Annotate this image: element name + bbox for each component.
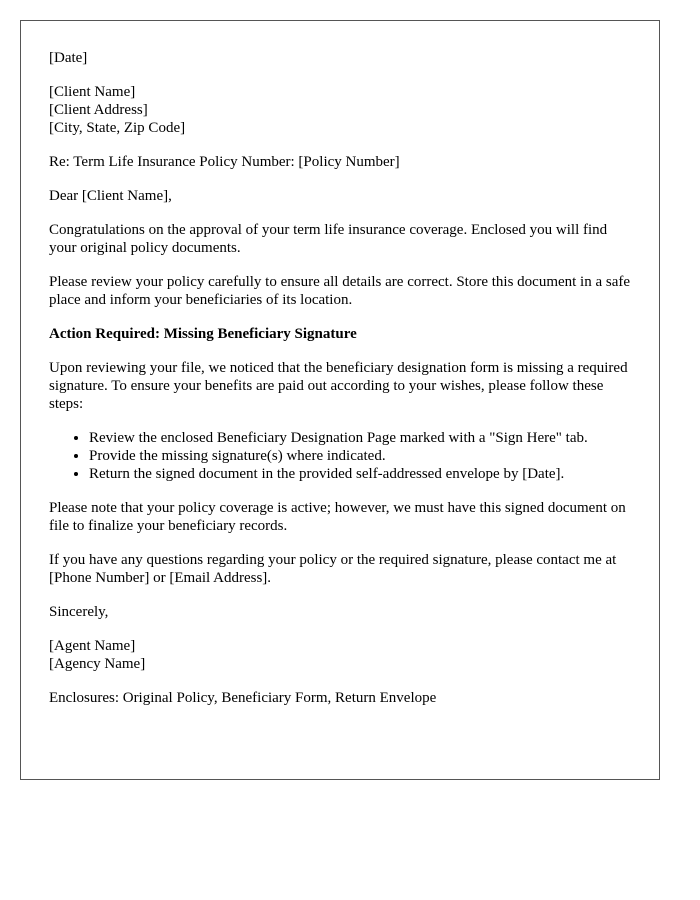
list-item: • Review the enclosed Beneficiary Designation Page marked with a "Sign Here" tab. [89, 429, 631, 447]
agent-name: [Agent Name] [49, 638, 136, 654]
list-item: • Provide the missing signature(s) where indicated. [89, 447, 631, 465]
letter-date: [Date] [49, 50, 88, 66]
list-item: • Return the signed document in the provided self-addressed envelope by [Date]. [89, 465, 631, 483]
agency-name: [Agency Name] [49, 656, 146, 672]
action-intro-paragraph: Upon reviewing your file, we noticed that the beneficiary designation form is missing a required signature. To ensure your benefits are paid out according to your wishes, please follow these steps: [49, 360, 628, 412]
enclosures-line: Enclosures: Original Policy, Beneficiary Form, Return Envelope [49, 690, 437, 706]
recipient-name: [Client Name] [49, 84, 136, 100]
letter-page [20, 20, 660, 780]
sender-block [49, 637, 631, 673]
action-required-heading: Action Required: Missing Beneficiary Signature [49, 326, 357, 342]
coverage-note-paragraph: Please note that your policy coverage is active; however, we must have this signed document on file to finalize your beneficiary records. [49, 500, 626, 534]
recipient-block [49, 83, 631, 137]
subject-line: Re: Term Life Insurance Policy Number: [Policy Number] [49, 154, 400, 170]
closing: Sincerely, [49, 604, 109, 620]
contact-paragraph: If you have any questions regarding your policy or the required signature, please contact me at [Phone Number] or [Email Address]. [49, 552, 617, 586]
recipient-city-state-zip: [City, State, Zip Code] [49, 120, 186, 136]
salutation: Dear [Client Name], [49, 188, 172, 204]
recipient-address: [Client Address] [49, 102, 148, 118]
steps-list [49, 429, 631, 483]
body-paragraph-approval: Congratulations on the approval of your term life insurance coverage. Enclosed you will find your original policy documents. [49, 222, 608, 256]
body-paragraph-review: Please review your policy carefully to ensure all details are correct. Store this document in a safe place and inform your beneficiaries of its location. [49, 274, 631, 308]
